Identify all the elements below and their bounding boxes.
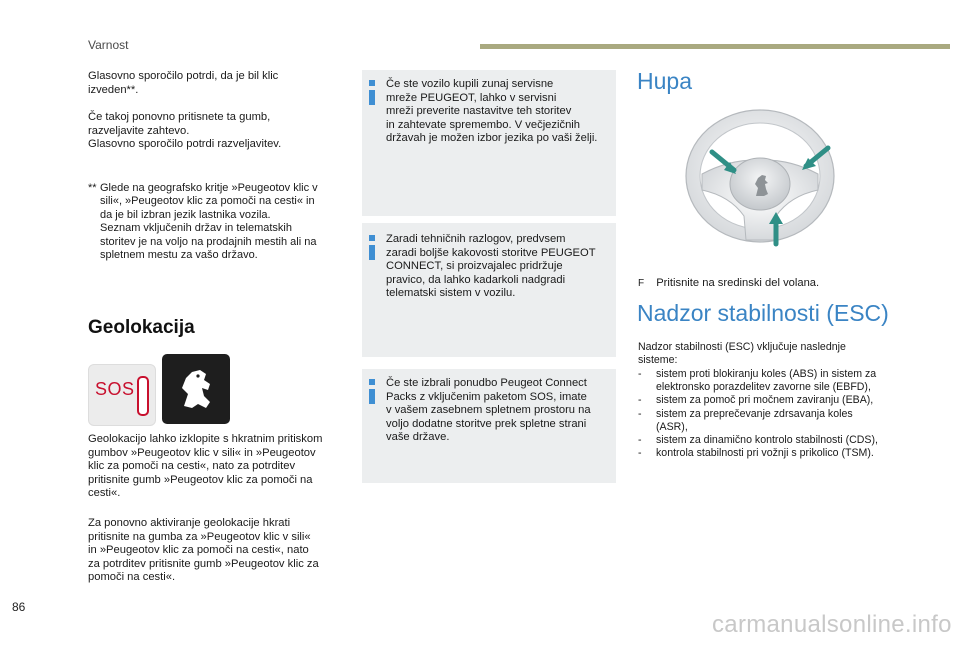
- horn-instruction: [638, 277, 938, 289]
- list-item: - sistem za dinamično kontrolo stabilnosti (CDS),: [638, 434, 878, 447]
- list-item: - kontrola stabilnosti pri vožnji s prikolico (TSM).: [638, 447, 874, 460]
- list-item: - sistem za preprečevanje zdrsavanja koles (ASR),: [638, 407, 853, 433]
- heading-geolocation: Geolokacija: [88, 317, 195, 338]
- info-box-upgrade: [362, 223, 616, 357]
- paragraph-call-confirm: Glasovno sporočilo potrdi, da je bil klic izveden**.: [88, 70, 279, 96]
- watermark: carmanualsonline.info: [712, 611, 952, 638]
- sos-label: SOS: [95, 379, 135, 399]
- paragraph-cancel-request: Če takoj ponovno pritisnete ta gumb, razveljavite zahtevo. Glasovno sporočilo potrdi razveljavitev.: [88, 111, 282, 151]
- list-item: - sistem proti blokiranju koles (ABS) in sistem za elektronsko porazdelitev zavorne sile (EBFD),: [638, 368, 877, 394]
- header-divider: [480, 44, 950, 49]
- heading-esc: Nadzor stabilnosti (ESC): [637, 300, 889, 326]
- peugeot-lion-icon: [162, 354, 230, 424]
- footnote-text: Glede na geografsko kritje »Peugeotov klic v sili«, »Peugeotov klic za pomoči na cesti« in da je bil izbran jezik lastnika vozila. Seznam vključenih držav in telematskih storitev je na voljo na prodajnih mestih ali na spletnem mestu za vašo državo.: [100, 182, 318, 262]
- info-text-dealer: Če ste vozilo kupili zunaj servisne mreže PEUGEOT, lahko v servisni mreži preverite nastavitve teh storitev in zahtevate spremembo. V večjezičnih državah je možen izbor jezika po vaši želji.: [386, 78, 598, 145]
- info-text-connect-packs: Če ste izbrali ponudbo Peugeot Connect Packs z vključenim paketom SOS, imate v vašem zasebnem spletnem prostoru na voljo dodatne storitve prek spletne strani vaše države.: [386, 377, 591, 444]
- horn-instruction-text: Pritisnite na sredinski del volana.: [656, 277, 820, 289]
- info-box-connect-packs: [362, 369, 616, 483]
- info-box-dealer: [362, 70, 616, 216]
- esc-intro: Nadzor stabilnosti (ESC) vključuje naslednje sisteme:: [638, 341, 846, 367]
- peugeot-assistance-button-illustration: [162, 354, 230, 424]
- heading-horn: Hupa: [637, 68, 692, 94]
- sos-slot-icon: [137, 376, 149, 416]
- sos-button-illustration: [88, 364, 156, 426]
- footnote-marker: **: [88, 182, 97, 194]
- info-text-upgrade: Zaradi tehničnih razlogov, predvsem zaradi boljše kakovosti storitve PEUGEOT CONNECT, si proizvajalec pridržuje pravico, da lahko kadarkoli nadgradi telematski sistem v vozilu.: [386, 233, 596, 300]
- steering-wheel-illustration: [680, 104, 840, 254]
- section-title: Varnost: [88, 38, 129, 52]
- steering-wheel-icon: [680, 104, 840, 254]
- list-item: - sistem za pomoč pri močnem zaviranju (EBA),: [638, 394, 874, 407]
- paragraph-disable-geolocation: Geolokacijo lahko izklopite s hkratnim pritiskom gumbov »Peugeotov klic v sili« in »Peugeotov klic za pomoči na cesti«, nato za potrditev pritisnite gumb »Peugeotov klic za pomoči na cesti«.: [88, 433, 323, 500]
- bullet-f-icon: F: [638, 278, 645, 289]
- esc-list: [638, 368, 938, 460]
- paragraph-reactivate-geolocation: Za ponovno aktiviranje geolokacije hkrati pritisnite na gumba za »Peugeotov klic v sili« in »Peugeotov klic za pomoči na cesti«, nato za potrditev pritisnite gumb »Peugeotov klic za pomoči na cesti«.: [88, 517, 319, 584]
- page-number: 86: [12, 600, 26, 614]
